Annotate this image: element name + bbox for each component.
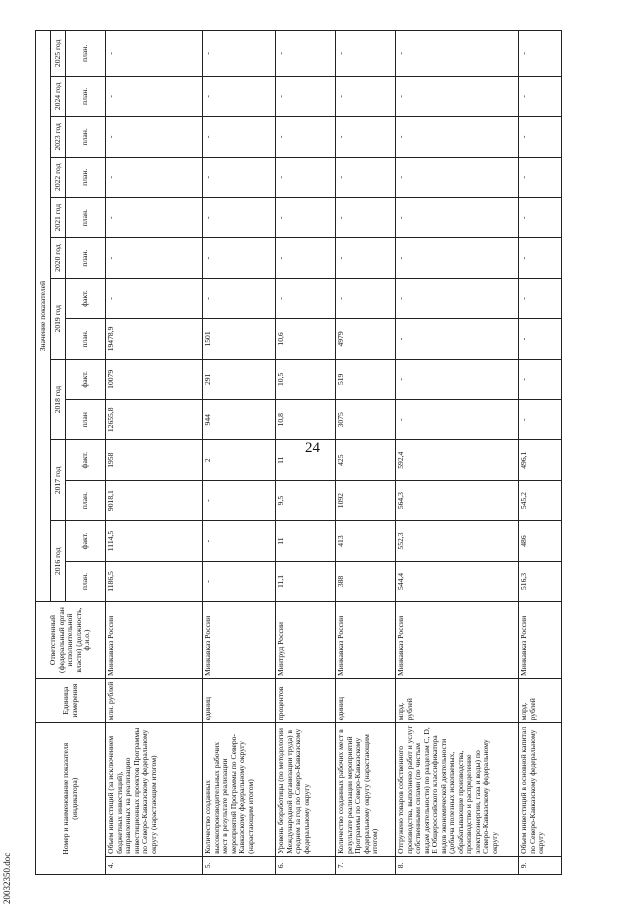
value-cell: 3075 (336, 400, 396, 440)
value-cell: 10,6 (276, 319, 336, 359)
value-cell: - (203, 278, 276, 318)
header-plan: план. (66, 561, 106, 601)
footer-doc-name (1, 852, 15, 904)
table-row (336, 31, 396, 875)
row-number: 5. (203, 856, 276, 874)
value-cell: - (106, 157, 203, 197)
value-cell: - (519, 31, 562, 77)
value-cell: 545,2 (519, 480, 562, 520)
indicators-table-rotated (35, 30, 556, 875)
value-cell: - (336, 31, 396, 77)
responsible-cell: Минкавказ России (203, 602, 276, 679)
indicator-name: Количество созданных рабочих мест в результате реализации мероприятий Программы по Северо-Кавказскому федеральному округу (нарастающим итогом) (336, 723, 396, 856)
indicator-name: Уровень безработицы (по методологии Международной организации труда) в среднем за год по Северо-Кавказскому федеральному округу (276, 723, 336, 856)
header-year: 2016 год (51, 521, 66, 602)
value-cell: - (396, 359, 519, 399)
header-plan: план. (66, 117, 106, 157)
value-cell: - (336, 76, 396, 116)
value-cell: - (336, 238, 396, 278)
value-cell: 9018,1 (106, 480, 203, 520)
value-cell: - (203, 117, 276, 157)
responsible-cell: Минкавказ России (336, 602, 396, 679)
unit-cell: млн. рублей (106, 678, 203, 722)
value-cell: 1092 (336, 480, 396, 520)
value-cell: 516,3 (519, 561, 562, 601)
header-plan: план. (66, 31, 106, 77)
value-cell: - (106, 76, 203, 116)
value-cell: - (396, 278, 519, 318)
value-cell: - (203, 561, 276, 601)
value-cell: - (519, 319, 562, 359)
value-cell: - (396, 319, 519, 359)
value-cell: - (519, 400, 562, 440)
row-number: 4. (106, 856, 203, 874)
value-cell: - (203, 238, 276, 278)
header-plan: план. (66, 197, 106, 237)
value-cell: - (396, 117, 519, 157)
table-row (396, 31, 519, 875)
value-cell: - (276, 238, 336, 278)
value-cell: - (519, 76, 562, 116)
value-cell: 388 (336, 561, 396, 601)
value-cell: 11 (276, 521, 336, 561)
value-cell: - (396, 76, 519, 116)
value-cell: - (106, 278, 203, 318)
value-cell: 4979 (336, 319, 396, 359)
value-cell: 1114,5 (106, 521, 203, 561)
header-fact: факт. (66, 278, 106, 318)
value-cell: - (106, 31, 203, 77)
value-cell: 11,1 (276, 561, 336, 601)
value-cell: 1186,5 (106, 561, 203, 601)
value-cell: - (276, 197, 336, 237)
responsible-cell: Минтруд России (276, 602, 336, 679)
value-cell: 1501 (203, 319, 276, 359)
value-cell: - (519, 157, 562, 197)
indicator-name: Количество созданных высокопроизводительных рабочих мест в результате реализации мероприятий Программы по Северо-Кавказскому федеральному округу (нарастающим итогом) (203, 723, 276, 856)
value-cell: - (519, 238, 562, 278)
header-plan: план. (66, 480, 106, 520)
value-cell: - (203, 31, 276, 77)
responsible-cell: Минкавказ России (106, 602, 203, 679)
value-cell: 12655,8 (106, 400, 203, 440)
header-plan: план. (66, 238, 106, 278)
value-cell: - (203, 157, 276, 197)
value-cell: - (336, 157, 396, 197)
header-fact: факт. (66, 521, 106, 561)
value-cell: - (276, 278, 336, 318)
value-cell: - (336, 278, 396, 318)
header-plan: план. (66, 319, 106, 359)
value-cell: - (336, 197, 396, 237)
header-plan: план. (66, 76, 106, 116)
value-cell: - (203, 76, 276, 116)
value-cell: 291 (203, 359, 276, 399)
indicators-table (35, 30, 562, 875)
unit-cell: единиц (203, 678, 276, 722)
header-unit: Единица измерения (36, 678, 106, 722)
header-year: 2022 год (51, 157, 66, 197)
row-number: 7. (336, 856, 396, 874)
indicator-name: Объем инвестиций в основной капитал по Северо-Кавказскому федеральному округу (519, 723, 562, 856)
row-number: 8. (396, 856, 519, 874)
value-cell: - (276, 117, 336, 157)
value-cell: 564,3 (396, 480, 519, 520)
value-cell: 944 (203, 400, 276, 440)
header-year: 2017 год (51, 440, 66, 521)
table-row (203, 31, 276, 875)
value-cell: - (203, 480, 276, 520)
header-fact: факт. (66, 359, 106, 399)
unit-cell: процентов (276, 678, 336, 722)
unit-cell: млрд. рублей (519, 678, 562, 722)
indicator-name: Объем инвестиций (за исключением бюджетных инвестиций), направленных на реализацию инвестиционных проектов Программы по Северо-Кавказскому федеральному округу (нарастающим итогом) (106, 723, 203, 856)
value-cell: - (276, 31, 336, 77)
table-row (106, 31, 203, 875)
header-year: 2021 год (51, 197, 66, 237)
value-cell: 10,8 (276, 400, 336, 440)
header-values-title: Значение показателей (36, 31, 51, 602)
value-cell: 10079 (106, 359, 203, 399)
header-year: 2024 год (51, 76, 66, 116)
table-body (106, 31, 562, 875)
value-cell: 11 (276, 440, 336, 480)
page-number-text: 24 (305, 440, 320, 456)
value-cell: 425 (336, 440, 396, 480)
table-row (519, 31, 562, 875)
responsible-cell: Минкавказ России (396, 602, 519, 679)
unit-cell: млрд. рублей (396, 678, 519, 722)
value-cell: 413 (336, 521, 396, 561)
value-cell: 552,3 (396, 521, 519, 561)
header-year: 2023 год (51, 117, 66, 157)
value-cell: - (396, 400, 519, 440)
value-cell: - (276, 157, 336, 197)
value-cell: - (336, 117, 396, 157)
value-cell: - (519, 117, 562, 157)
table-row (276, 31, 336, 875)
value-cell: - (106, 238, 203, 278)
header-year: 2025 год (51, 31, 66, 77)
header-year: 2020 год (51, 238, 66, 278)
footer-doc-text: 20032350.doc (2, 852, 12, 904)
value-cell: 519 (336, 359, 396, 399)
header-number-name: Номер и наименование показателя (индикатора) (36, 723, 106, 875)
header-responsible: Ответственный (федеральный орган исполнительной власти) (должность, ф.и.о.) (36, 602, 106, 679)
value-cell: - (106, 197, 203, 237)
value-cell: 1958 (106, 440, 203, 480)
value-cell: - (396, 31, 519, 77)
value-cell: - (203, 521, 276, 561)
responsible-cell: Минкавказ России (519, 602, 562, 679)
value-cell: - (106, 117, 203, 157)
value-cell: - (396, 157, 519, 197)
header-plan: план. (66, 157, 106, 197)
value-cell: - (396, 238, 519, 278)
header-year: 2018 год (51, 359, 66, 440)
value-cell: 496,1 (519, 440, 562, 480)
indicator-name: Отгружено товаров собственного производства, выполнено работ и услуг собственными силами (по чистым видам деятельности) по разделам C, D, E Общероссийского классификатора видов экономической деятельности (добыча полезных ископаемых, обрабатывающие производства, производство и распределение электроэнергии, газа и воды) по Северо-Кавказскому федеральному округу (396, 723, 519, 856)
value-cell: - (519, 359, 562, 399)
value-cell: 486 (519, 521, 562, 561)
value-cell: 592,4 (396, 440, 519, 480)
value-cell: 544,4 (396, 561, 519, 601)
value-cell: 19478,9 (106, 319, 203, 359)
value-cell: 10,5 (276, 359, 336, 399)
value-cell: - (519, 278, 562, 318)
value-cell: 2 (203, 440, 276, 480)
value-cell: 9,5 (276, 480, 336, 520)
row-number: 9. (519, 856, 562, 874)
value-cell: - (396, 197, 519, 237)
value-cell: - (203, 197, 276, 237)
row-number: 6. (276, 856, 336, 874)
value-cell: - (519, 197, 562, 237)
header-plan: план (66, 400, 106, 440)
value-cell: - (276, 76, 336, 116)
header-fact: факт. (66, 440, 106, 480)
unit-cell: единиц (336, 678, 396, 722)
header-year: 2019 год (51, 278, 66, 359)
